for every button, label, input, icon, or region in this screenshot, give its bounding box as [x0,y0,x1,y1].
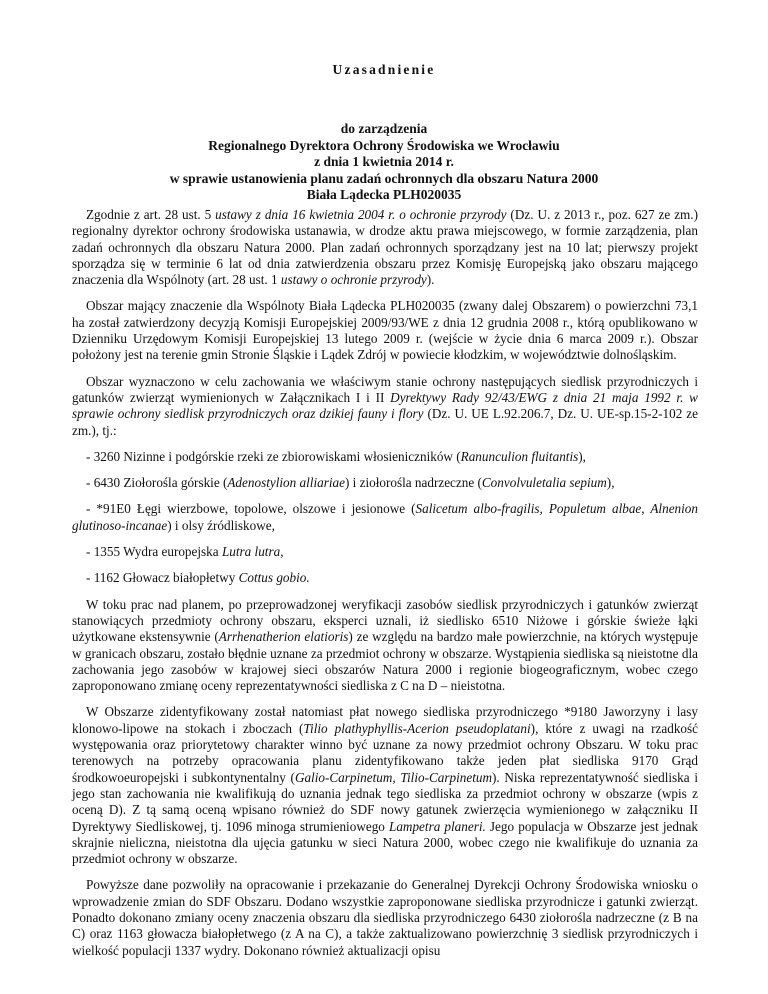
list-item-6430: - 6430 Ziołorośla górskie (Adenostylion alliariae) i ziołorośla nadrzeczne (Convolvuletalia sepium), [86,475,615,491]
title-line-3: z dnia 1 kwietnia 2014 r. [314,154,454,169]
paragraph-4: W toku prac nad planem, po przeprowadzonej weryfikacji zasobów siedlisk przyrodniczych i gatunków zwierząt stanowiących przedmioty ochrony obszaru, eksperci uznali, iż siedlisko 6510 Niżowe i górskie świeże łąki użytkowane ekstensywnie (Arrhenatherion elatioris) ze względu na bardzo małe powierzchnie, na których występuje w granicach obszaru, zostało błędnie uznane za przedmiot ochrony w obszarze. Wystąpienia siedliska są nieistotne dla zachowania jego zasobów w krajowej sieci obszarów Natura 2000 i regionie biogeograficznym, wobec czego zaproponowano zmianę oceny reprezentatywności siedliska z C na D – nieistotna. [72,596,698,694]
paragraph-3: Obszar wyznaczono w celu zachowania we właściwym stanie ochrony następujących siedlisk przyrodniczych i gatunków zwierząt wymienionych w Załącznikach I i II Dyrektywy Rady 92/43/EWG z dnia 21 maja 1992 r. w sprawie ochrony siedlisk przyrodniczych oraz dzikiej fauny i flory (Dz. U. UE L.92.206.7, Dz. U. UE-sp.15-2-102 ze zm.), tj.: [72,373,698,438]
paragraph-5: W Obszarze zidentyfikowany został natomiast płat nowego siedliska przyrodniczego *9180 Jaworzyny i lasy klonowo-lipowe na stokach i zboczach (Tilio plathyphyllis-Acerion pseudoplatani), które z uwagi na rzadkość występowania oraz priorytetowy charakter winno być uznane za nowy przedmiot ochrony Obszaru. W toku prac terenowych na potrzeby opracowania planu zidentyfikowano także jeden płat siedliska 9170 Grąd środkowoeuropejski i subkontynentalny (Galio-Carpinetum, Tilio-Carpinetum). Niska reprezentatywność siedliska i jego stan zachowania nie kwalifikują do uznania jednak tego siedliska za przedmiot ochrony w obszarze (wpis z oceną D). Z tą samą oceną wpisano również do SDF nowy gatunek zwierzęcia wymienionego w załączniku II Dyrektywy Siedliskowej, tj. 1096 minoga strumieniowego Lampetra planeri. Jego populacja w Obszarze jest jednak skrajnie nieliczna, nieistotna dla ujęcia gatunku w sieci Natura 2000, wobec czego nie kwalifikuje do uznania za przedmiot ochrony w obszarze. [72,704,698,867]
title-line-4: w sprawie ustanowienia planu zadań ochronnych dla obszaru Natura 2000 [169,170,599,186]
list-item-1162: - 1162 Głowacz białopłetwy Cottus gobio. [86,570,310,586]
paragraph-1: Zgodnie z art. 28 ust. 5 ustawy z dnia 16 kwietnia 2004 r. o ochronie przyrody (Dz. U. z 2013 r., poz. 627 ze zm.) regionalny dyrektor ochrony środowiska ustanawia, w drodze aktu prawa miejscowego, w formie zarządzenia, plan zadań ochronnych dla obszaru Natura 2000. Plan zadań ochronnych sporządzany jest na 10 lat; pierwszy projekt sporządza się w terminie 6 lat od dnia zatwierdzenia obszaru przez Komisję Europejską jako obszaru mającego znaczenia dla Wspólnoty (art. 28 ust. 1 ustawy o ochronie przyrody). [72,207,698,288]
paragraph-2: Obszar mający znaczenie dla Wspólnoty Biała Lądecka PLH020035 (zwany dalej Obszarem) o powierzchni 73,1 ha został zatwierdzony decyzją Komisji Europejskiej 2009/93/WE z dnia 12 grudnia 2008 r., którą opublikowano w Dzienniku Urzędowym Komisji Europejskiej 13 lutego 2009 r. (wejście w życie dnia 6 marca 2009 r.). Obszar położony jest na terenie gmin Stronie Śląskie i Lądek Zdrój w powiecie kłodzkim, w województwie dolnośląskim. [72,298,698,363]
list-item-1355: - 1355 Wydra europejska Lutra lutra, [86,544,284,560]
title-line-1: do zarządzenia [340,121,428,136]
document-body [72,207,698,969]
paragraph-6: Powyższe dane pozwoliły na opracowanie i przekazanie do Generalnej Dyrekcji Ochrony Środowiska wniosku o wprowadzenie zmian do SDF Obszaru. Dodano wszystkie zaproponowane siedliska przyrodnicze i gatunki zwierząt. Ponadto dokonano zmiany oceny znaczenia obszaru dla siedliska przyrodniczego 6430 ziołorośla nadrzeczne (z B na C) oraz 1163 głowacza białopłetwego (z A na C), a także zaktualizowano powierzchnię 3 siedlisk przyrodniczych i wielkość populacji 1337 wydry. Dokonano również aktualizacji opisu [72,877,698,958]
title-line-5: Biała Lądecka PLH020035 [306,187,462,202]
title-line-2: Regionalnego Dyrektora Ochrony Środowiska we Wrocławiu [208,137,560,153]
list-item-91e0: - *91E0 Łęgi wierzbowe, topolowe, olszowe i jesionowe (Salicetum albo-fragilis, Populetum albae, Alnenion glutinoso-incanae) i olsy źródliskowe, [72,501,698,533]
document-title [0,121,768,204]
document-heading: Uzasadnienie [332,62,436,77]
list-item-3260: - 3260 Nizinne i podgórskie rzeki ze zbiorowiskami włosieniczników (Ranunculion fluitantis), [86,448,586,464]
